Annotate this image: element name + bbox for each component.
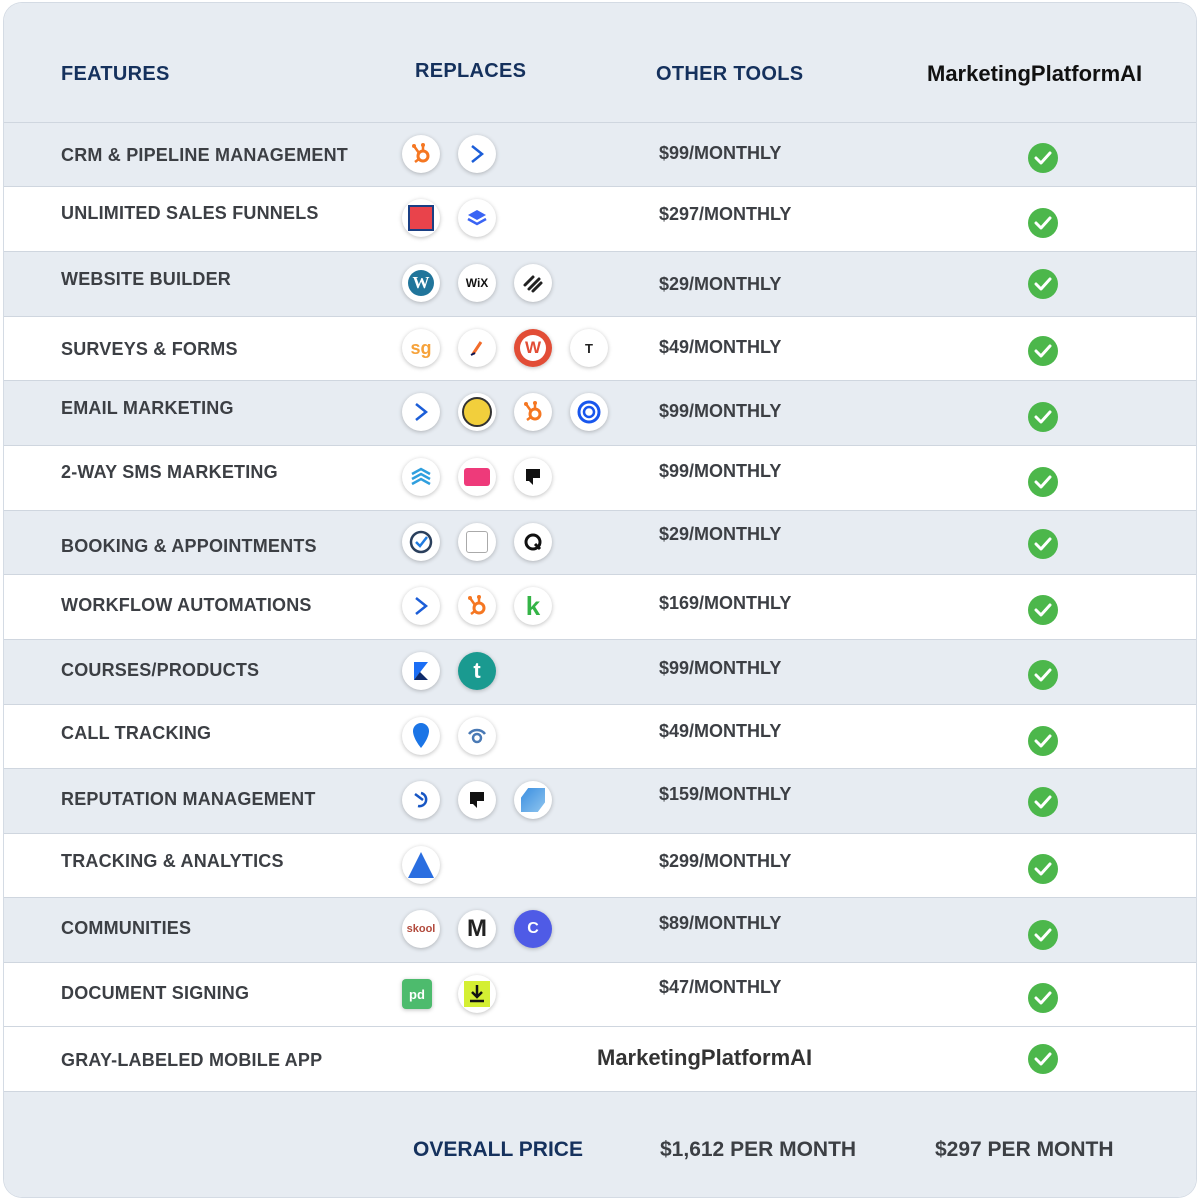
other-tools-price: $99/MONTHLY <box>659 658 782 678</box>
wix-icon: WiX <box>458 264 496 302</box>
teachable-icon: t <box>458 652 496 690</box>
activecampaign-icon <box>402 587 440 625</box>
check-icon <box>1028 595 1058 625</box>
table-row <box>4 639 1196 704</box>
other-tools-price: $29/MONTHLY <box>659 274 782 294</box>
typeform-icon: T <box>570 329 608 367</box>
reputation-icon <box>514 781 552 819</box>
check-icon <box>1028 787 1058 817</box>
brand-total-price: $297 PER MONTH <box>935 1138 1114 1161</box>
feature-label: TRACKING & ANALYTICS <box>61 851 284 871</box>
brand-center-label: MarketingPlatformAI <box>597 1045 813 1070</box>
acuity-icon <box>402 523 440 561</box>
analytics-icon <box>402 846 440 884</box>
textmagic-icon <box>402 458 440 496</box>
skool-icon: skool <box>402 910 440 948</box>
replaced-tools <box>402 781 570 821</box>
table-row <box>4 833 1196 898</box>
other-tools-price: $89/MONTHLY <box>659 913 782 933</box>
other-tools-price: $49/MONTHLY <box>659 337 782 357</box>
check-icon <box>1028 726 1058 756</box>
keap-icon: k <box>514 587 552 625</box>
replaced-tools <box>402 910 570 950</box>
overall-price-label: OVERALL PRICE <box>413 1138 583 1161</box>
table-row <box>4 316 1196 381</box>
birdeye-icon <box>402 781 440 819</box>
surveygizmo-icon: sg <box>402 329 440 367</box>
other-tools-price: $47/MONTHLY <box>659 977 782 997</box>
table-row <box>4 186 1196 251</box>
feature-label: GRAY-LABELED MOBILE APP <box>61 1050 323 1070</box>
comparison-table <box>4 3 1196 1197</box>
replaced-tools <box>402 135 514 175</box>
feature-label: COURSES/PRODUCTS <box>61 660 260 680</box>
feature-label: UNLIMITED SALES FUNNELS <box>61 203 319 223</box>
other-tools-price: $297/MONTHLY <box>659 204 792 224</box>
replaced-tools <box>402 587 570 627</box>
jotform-icon <box>458 329 496 367</box>
callrail-icon <box>402 717 440 755</box>
replaces-header: REPLACES <box>415 60 527 82</box>
check-icon <box>1028 269 1058 299</box>
other-tools-price: $29/MONTHLY <box>659 524 782 544</box>
replaced-tools <box>402 717 514 757</box>
replaced-tools <box>402 846 458 886</box>
replaced-tools <box>402 199 514 239</box>
other-total-price: $1,612 PER MONTH <box>660 1138 857 1161</box>
hubspot-icon <box>458 587 496 625</box>
mighty-icon: M <box>458 910 496 948</box>
replaced-tools <box>402 329 626 369</box>
check-icon <box>1028 660 1058 690</box>
feature-label: REPUTATION MANAGEMENT <box>61 789 316 809</box>
podium-icon <box>458 781 496 819</box>
squarespace-icon <box>514 264 552 302</box>
leadpages-icon <box>458 199 496 237</box>
wufoo-icon: W <box>514 329 552 367</box>
feature-label: CRM & PIPELINE MANAGEMENT <box>61 145 349 165</box>
table-row <box>4 897 1196 962</box>
kajabi-icon <box>402 652 440 690</box>
check-icon <box>1028 529 1058 559</box>
calendar-icon <box>458 523 496 561</box>
feature-label: CALL TRACKING <box>61 723 212 743</box>
constantcontact-icon <box>570 393 608 431</box>
check-icon <box>1028 208 1058 238</box>
activecampaign-icon <box>402 393 440 431</box>
table-row <box>4 251 1196 316</box>
circle-icon: C <box>514 910 552 948</box>
feature-label: BOOKING & APPOINTMENTS <box>61 536 317 556</box>
docusign-icon <box>458 975 496 1013</box>
replaced-tools <box>402 264 570 304</box>
other-tools-price: $49/MONTHLY <box>659 721 782 741</box>
wordpress-icon: W <box>402 264 440 302</box>
feature-label: 2-WAY SMS MARKETING <box>61 462 278 482</box>
table-row <box>4 768 1196 833</box>
other-tools-price: $99/MONTHLY <box>659 143 782 163</box>
table-row <box>4 704 1196 769</box>
check-icon <box>1028 1044 1058 1074</box>
other-tools-price: $299/MONTHLY <box>659 851 792 871</box>
table-header <box>4 3 1196 123</box>
replaced-tools <box>402 393 626 433</box>
check-icon <box>1028 467 1058 497</box>
table-row <box>4 510 1196 575</box>
feature-label: WEBSITE BUILDER <box>61 269 232 289</box>
simpletexting-icon <box>458 458 496 496</box>
other-tools-price: $159/MONTHLY <box>659 784 792 804</box>
callrail-alt-icon <box>458 717 496 755</box>
podium-icon <box>514 458 552 496</box>
feature-label: DOCUMENT SIGNING <box>61 983 250 1003</box>
replaced-tools <box>402 523 570 563</box>
brand-header: MarketingPlatformAI <box>927 61 1143 86</box>
table-row <box>4 122 1196 187</box>
activecampaign-icon <box>458 135 496 173</box>
calendly-icon <box>514 523 552 561</box>
replaced-tools <box>402 975 514 1015</box>
hubspot-icon <box>402 135 440 173</box>
check-icon <box>1028 854 1058 884</box>
check-icon <box>1028 336 1058 366</box>
price-footer <box>4 1091 1196 1197</box>
check-icon <box>1028 983 1058 1013</box>
other-tools-price: $99/MONTHLY <box>659 461 782 481</box>
table-row <box>4 445 1196 510</box>
features-header: FEATURES <box>61 63 170 85</box>
table-row-mobile-app <box>4 1026 1196 1091</box>
mailchimp-icon <box>458 393 496 431</box>
table-row <box>4 574 1196 639</box>
replaced-tools <box>402 458 570 498</box>
hubspot-icon <box>514 393 552 431</box>
check-icon <box>1028 402 1058 432</box>
check-icon <box>1028 143 1058 173</box>
table-row <box>4 962 1196 1027</box>
replaced-tools <box>402 652 514 692</box>
feature-label: EMAIL MARKETING <box>61 398 234 418</box>
other-tools-header: OTHER TOOLS <box>656 63 804 85</box>
check-icon <box>1028 920 1058 950</box>
feature-label: WORKFLOW AUTOMATIONS <box>61 595 312 615</box>
other-tools-price: $169/MONTHLY <box>659 593 792 613</box>
feature-label: SURVEYS & FORMS <box>61 339 238 359</box>
table-row <box>4 380 1196 445</box>
feature-label: COMMUNITIES <box>61 918 192 938</box>
other-tools-price: $99/MONTHLY <box>659 401 782 421</box>
clickfunnels-icon <box>402 199 440 237</box>
pandadoc-icon: pd <box>402 979 432 1009</box>
